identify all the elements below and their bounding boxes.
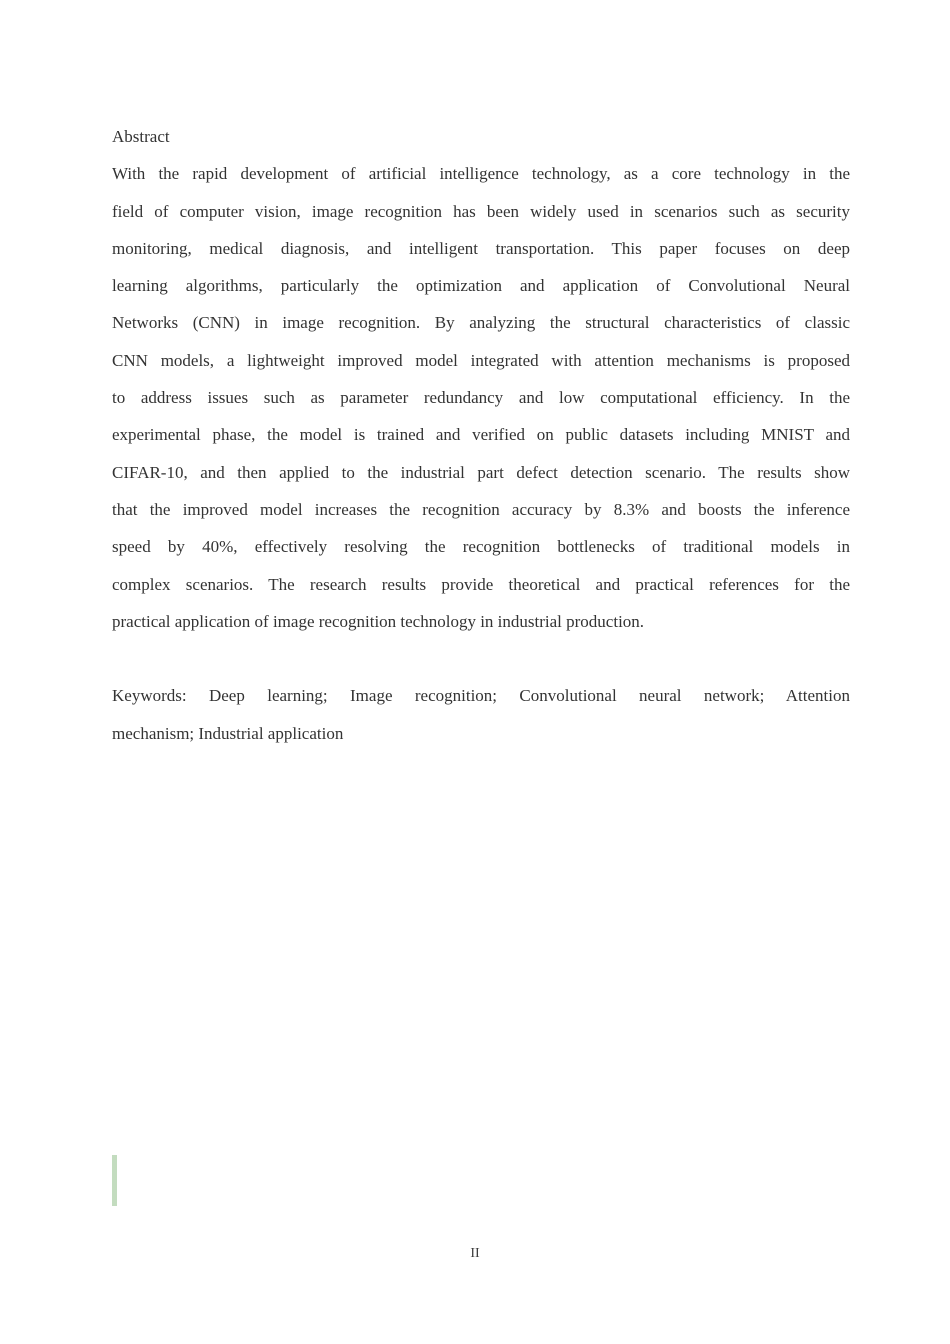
abstract-line: With the rapid development of artificial intelligence technology, as a core technology in the [112,164,850,184]
keywords-block [112,677,850,752]
keywords-line: mechanism; Industrial application [112,723,344,743]
abstract-line: that the improved model increases the recognition accuracy by 8.3% and boosts the inference [112,499,850,519]
abstract-body [112,155,850,640]
abstract-line: CIFAR-10, and then applied to the industrial part defect detection scenario. The results show [112,462,850,482]
abstract-line: complex scenarios. The research results provide theoretical and practical references for the [112,574,850,594]
abstract-heading: Abstract [112,127,170,146]
abstract-section [112,118,850,752]
abstract-line: to address issues such as parameter redundancy and low computational efficiency. In the [112,388,850,408]
abstract-line: CNN models, a lightweight improved model integrated with attention mechanisms is proposed [112,350,850,370]
abstract-line: practical application of image recognition technology in industrial production. [112,611,645,631]
paragraph-spacer [112,640,850,677]
abstract-line: speed by 40%, effectively resolving the recognition bottlenecks of traditional models in [112,537,850,557]
abstract-line: learning algorithms, particularly the optimization and application of Convolutional Neural [112,276,850,296]
abstract-line: field of computer vision, image recognition has been widely used in scenarios such as security [112,201,850,221]
abstract-line: experimental phase, the model is trained and verified on public datasets including MNIST and [112,425,850,445]
abstract-line: Networks (CNN) in image recognition. By analyzing the structural characteristics of classic [112,313,850,333]
keywords-line: Keywords: Deep learning; Image recognition; Convolutional neural network; Attention [112,686,850,706]
green-accent-bar [112,1155,117,1206]
page-number: II [470,1246,480,1261]
abstract-line: monitoring, medical diagnosis, and intelligent transportation. This paper focuses on deep [112,238,850,258]
